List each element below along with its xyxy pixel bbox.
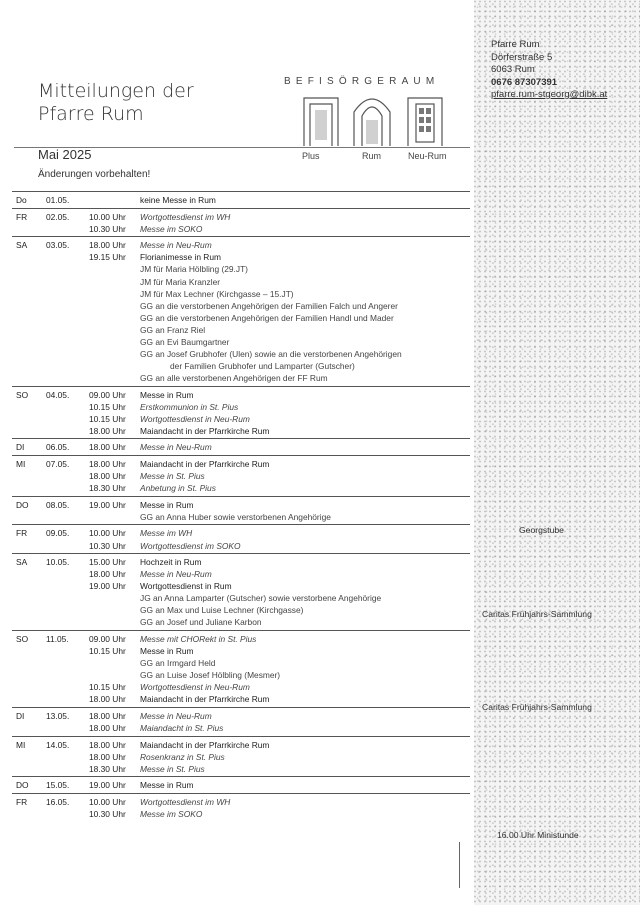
time-label: 10.30 Uhr [89, 809, 126, 820]
schedule-row [12, 633, 470, 645]
schedule-row [12, 389, 470, 401]
date-label: 07.05. [46, 459, 70, 469]
schedule-row [12, 681, 470, 693]
schedule-row [12, 288, 470, 300]
contact-city: 6063 Rum [491, 64, 535, 75]
weekday-label: DI [16, 442, 25, 453]
weekday-label: DO [16, 499, 29, 510]
event-text: JM für Maria Hölbling (29.JT) [140, 264, 248, 275]
event-text: Maiandacht in der Pfarrkirche Rum [140, 739, 270, 750]
event-text: Messe in Neu-Rum [140, 240, 212, 251]
schedule-row [12, 372, 470, 384]
schedule-row [12, 540, 470, 552]
time-label: 18.00 Uhr [89, 240, 126, 251]
event-text: Messe in Rum [140, 780, 194, 791]
contact-email[interactable]: pfarre.rum-stgeorg@dibk.at [491, 89, 608, 100]
note-caritas-1: Caritas Frühjahrs-Sammlung [482, 609, 592, 619]
event-text: JM für Maria Kranzler [140, 276, 221, 287]
time-label: 18.00 Uhr [89, 723, 126, 733]
time-label: 10.30 Uhr [89, 540, 126, 551]
time-label: 10.15 Uhr [89, 646, 126, 657]
schedule-row [12, 482, 470, 494]
date-label: 01.05. [46, 195, 70, 205]
event-text: GG an Josef und Juliane Karbon [140, 617, 262, 628]
event-text: keine Messe in Rum [140, 195, 216, 205]
event-text: Erstkommunion in St. Pius [140, 401, 239, 412]
time-label: 18.00 Uhr [89, 425, 126, 436]
day-separator [12, 707, 470, 708]
date-label: 04.05. [46, 389, 70, 400]
schedule-row [12, 669, 470, 681]
time-label: 19.00 Uhr [89, 499, 126, 510]
event-text: Wortgottesdienst in Neu-Rum [140, 413, 250, 424]
contact-name: Pfarre Rum [491, 39, 540, 50]
event-text: Wortgottesdienst im SOKO [140, 540, 241, 551]
time-label: 15.00 Uhr [89, 557, 126, 568]
time-label: 18.30 Uhr [89, 763, 126, 774]
date-label: 14.05. [46, 739, 70, 750]
weekday-label: DI [16, 710, 25, 721]
schedule-row [12, 324, 470, 336]
date-label: 02.05. [46, 211, 70, 222]
weekday-label: Do [16, 195, 27, 205]
day-separator [12, 236, 470, 237]
event-text: GG an Luise Josef Hölbling (Mesmer) [140, 670, 281, 681]
time-label: 10.30 Uhr [89, 223, 126, 234]
time-label: 19.15 Uhr [89, 252, 126, 263]
event-text: Wortgottesdienst in Neu-Rum [140, 682, 250, 693]
event-text: Messe in St. Pius [140, 763, 205, 774]
schedule-row [12, 413, 470, 425]
schedule-row [12, 710, 470, 722]
schedule-row [12, 568, 470, 580]
event-text: Messe in Neu-Rum [140, 442, 212, 453]
schedule-row [12, 211, 470, 223]
schedule-row [12, 401, 470, 413]
schedule-row [12, 312, 470, 324]
event-text: GG an alle verstorbenen Angehörigen der FF Rum [140, 372, 328, 383]
schedule-row [12, 194, 470, 206]
event-text: Messe in Rum [140, 646, 194, 657]
event-text: Messe im SOKO [140, 223, 203, 234]
time-label: 18.00 Uhr [89, 710, 126, 721]
schedule-row [12, 556, 470, 568]
weekday-label: FR [16, 211, 28, 222]
schedule-row [12, 693, 470, 705]
schedule-row [12, 360, 470, 372]
time-label: 10.00 Uhr [89, 528, 126, 539]
schedule-row [12, 458, 470, 470]
logo-parish-rum: Rum [362, 151, 382, 161]
schedule-row [12, 300, 470, 312]
weekday-label: DO [16, 780, 29, 791]
weekday-label: MI [16, 459, 26, 469]
note-ministunde: 16.00 Uhr Ministunde [497, 830, 579, 840]
logo-parish-plus: Plus [302, 151, 320, 161]
schedule-row [12, 645, 470, 657]
schedule-row [12, 499, 470, 511]
schedule-row [12, 425, 470, 437]
schedule-row [12, 722, 470, 734]
schedule-row [12, 263, 470, 275]
date-label: 09.05. [46, 528, 70, 539]
day-separator [12, 736, 470, 737]
event-text: GG an Josef Grubhofer (Ulen) sowie an die verstorbenen Angehörigen [140, 348, 402, 359]
schedule-row [12, 470, 470, 482]
event-text: GG an die verstorbenen Angehörigen der Familien Handl und Mader [140, 312, 394, 323]
time-label: 18.00 Uhr [89, 694, 126, 705]
title-line-1: Mitteilungen der [38, 80, 194, 102]
schedule-row [12, 580, 470, 592]
event-text: Maiandacht in St. Pius [140, 723, 224, 733]
day-separator [12, 438, 470, 439]
event-text: Maiandacht in der Pfarrkirche Rum [140, 459, 270, 469]
event-text: Maiandacht in der Pfarrkirche Rum [140, 425, 270, 436]
schedule-row [12, 251, 470, 263]
weekday-label: SO [16, 634, 29, 645]
weekday-label: SA [16, 240, 28, 251]
event-text: GG an Anna Huber sowie verstorbenen Angehörige [140, 511, 331, 522]
schedule-row [12, 511, 470, 523]
event-text: GG an die verstorbenen Angehörigen der Familien Falch und Angerer [140, 300, 398, 311]
date-label: 03.05. [46, 240, 70, 251]
date-label: 16.05. [46, 797, 70, 808]
month-heading: Mai 2025 [38, 147, 92, 162]
time-label: 10.15 Uhr [89, 413, 126, 424]
day-separator [12, 386, 470, 387]
sidebar-panel [474, 0, 640, 905]
event-text: Rosenkranz in St. Pius [140, 751, 225, 762]
time-label: 09.00 Uhr [89, 634, 126, 645]
schedule-row [12, 276, 470, 288]
event-text: Hochzeit in Rum [140, 557, 202, 568]
event-text: GG an Irmgard Held [140, 658, 216, 669]
schedule-row [12, 616, 470, 628]
day-separator [12, 455, 470, 456]
note-caritas-2: Caritas Frühjahrs-Sammlung [482, 702, 592, 712]
contact-street: Dörferstraße 5 [491, 51, 553, 63]
weekday-label: SO [16, 389, 29, 400]
event-text: Messe in Neu-Rum [140, 569, 212, 580]
event-text: Messe im WH [140, 528, 193, 539]
time-label: 18.30 Uhr [89, 483, 126, 494]
day-separator [12, 553, 470, 554]
event-text: Anbetung in St. Pius [140, 483, 216, 494]
time-label: 10.15 Uhr [89, 401, 126, 412]
time-label: 10.00 Uhr [89, 797, 126, 808]
event-text: Wortgottesdienst im WH [140, 797, 231, 808]
schedule-row [12, 336, 470, 348]
time-label: 10.00 Uhr [89, 211, 126, 222]
event-text: GG an Evi Baumgartner [140, 336, 230, 347]
schedule-row [12, 527, 470, 539]
time-label: 19.00 Uhr [89, 780, 126, 791]
schedule-row [12, 763, 470, 775]
time-label: 18.00 Uhr [89, 739, 126, 750]
disclaimer-text: Änderungen vorbehalten! [38, 169, 151, 180]
schedule-row [12, 441, 470, 453]
contact-block [491, 39, 607, 102]
weekday-label: SA [16, 557, 28, 568]
time-label: 10.15 Uhr [89, 682, 126, 693]
weekday-label: FR [16, 528, 28, 539]
schedule-row [12, 808, 470, 820]
schedule-row [12, 223, 470, 235]
schedule-row [12, 657, 470, 669]
time-label: 18.00 Uhr [89, 569, 126, 580]
date-label: 13.05. [46, 710, 70, 721]
event-text: Maiandacht in der Pfarrkirche Rum [140, 694, 270, 705]
day-separator [12, 208, 470, 209]
time-label: 18.00 Uhr [89, 471, 126, 482]
schedule-row [12, 779, 470, 791]
day-separator [12, 191, 470, 192]
event-text: JM für Max Lechner (Kirchgasse – 15.JT) [140, 288, 294, 299]
schedule-row [12, 751, 470, 763]
event-text: Wortgottesdienst im WH [140, 211, 231, 222]
event-text: der Familien Grubhofer und Lamparter (Gutscher) [170, 360, 355, 371]
event-text: Messe in Rum [140, 389, 194, 400]
event-text: Florianimesse in Rum [140, 252, 221, 263]
schedule-row [12, 592, 470, 604]
event-text: GG an Franz Riel [140, 324, 206, 335]
schedule-row [12, 239, 470, 251]
contact-phone[interactable]: 0676 87307391 [491, 76, 558, 88]
day-separator [12, 630, 470, 631]
day-separator [12, 496, 470, 497]
time-label: 18.00 Uhr [89, 751, 126, 762]
date-label: 11.05. [46, 634, 69, 645]
time-label: 19.00 Uhr [89, 581, 126, 592]
date-label: 10.05. [46, 557, 70, 568]
schedule-row [12, 348, 470, 360]
event-text: JG an Anna Lamparter (Gutscher) sowie verstorbene Angehörige [140, 593, 382, 604]
event-text: Messe mit CHORekt in St. Pius [140, 634, 257, 645]
day-separator [12, 524, 470, 525]
schedule-row [12, 796, 470, 808]
event-text: Messe in Rum [140, 499, 194, 510]
date-label: 15.05. [46, 780, 70, 791]
event-text: Wortgottesdienst in Rum [140, 581, 232, 592]
event-text: Messe in Neu-Rum [140, 710, 212, 721]
day-separator [12, 776, 470, 777]
weekday-label: MI [16, 739, 26, 750]
time-label: 09.00 Uhr [89, 389, 126, 400]
date-label: 06.05. [46, 442, 70, 453]
time-label: 18.00 Uhr [89, 442, 126, 453]
title-line-2: Pfarre Rum [38, 103, 144, 125]
event-text: Messe in St. Pius [140, 471, 205, 482]
margin-line [459, 842, 460, 888]
weekday-label: FR [16, 797, 28, 808]
date-label: 08.05. [46, 499, 70, 510]
event-text: GG an Max und Luise Lechner (Kirchgasse) [140, 605, 304, 616]
schedule-row [12, 739, 470, 751]
time-label: 18.00 Uhr [89, 459, 126, 469]
event-text: Messe im SOKO [140, 809, 203, 820]
logo-parish-neu-rum: Neu-Rum [408, 151, 447, 161]
schedule-row [12, 604, 470, 616]
logo-wordmark: BEFISÖRGERAUM [284, 76, 440, 87]
note-georgstube: Georgstube [519, 525, 564, 535]
day-separator [12, 793, 470, 794]
